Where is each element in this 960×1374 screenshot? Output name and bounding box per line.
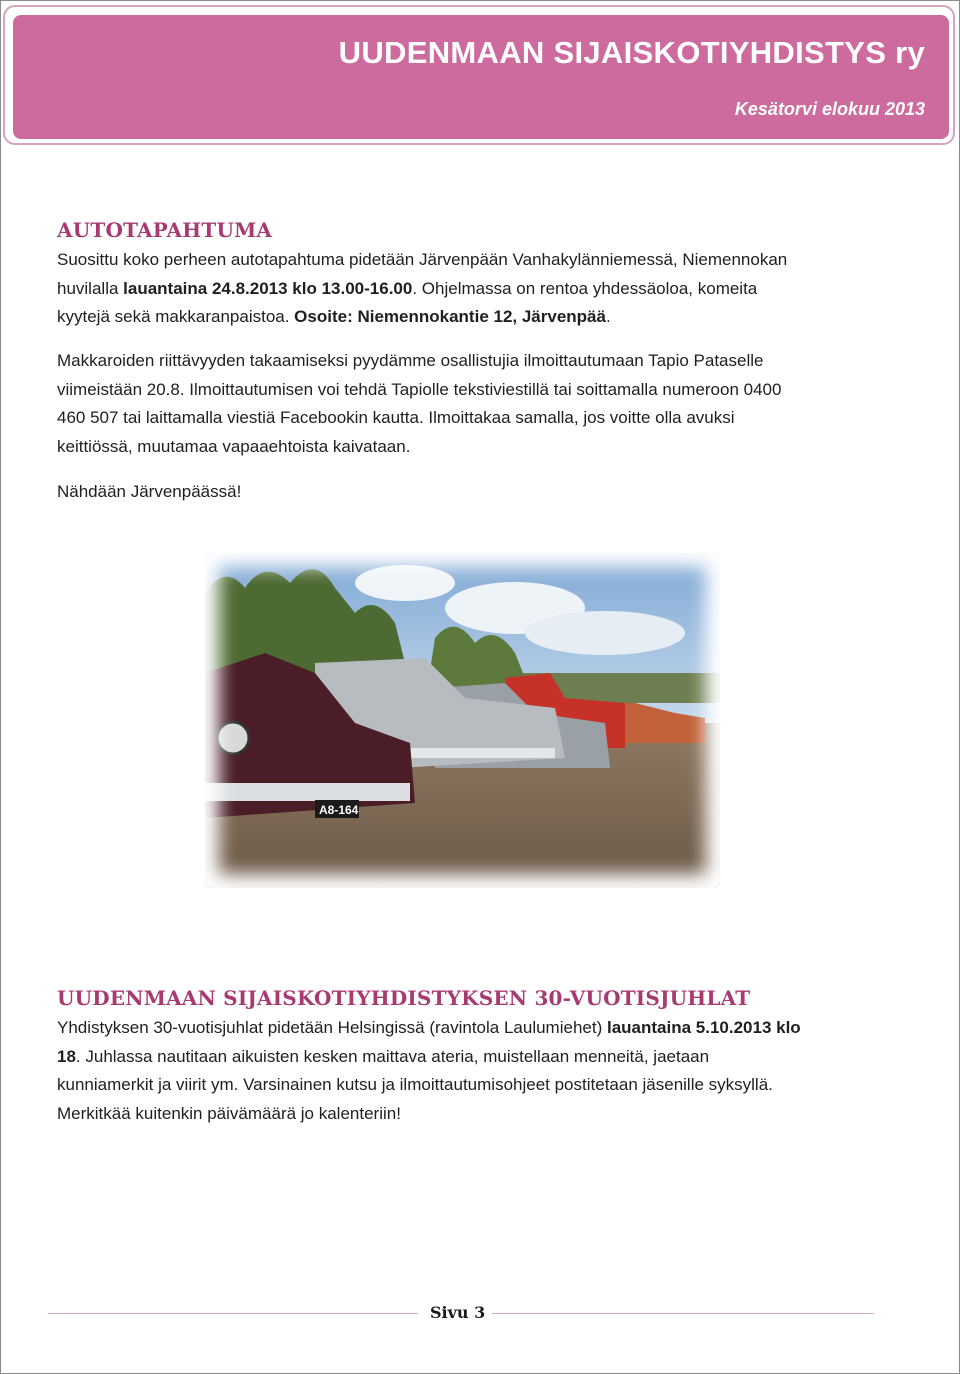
page-number: Sivu 3 [430, 1303, 486, 1322]
text-run: kyytejä sekä makkaranpaistoa. [57, 307, 295, 326]
header-banner-frame [3, 5, 955, 145]
license-plate-text: A8-164 [319, 803, 359, 817]
car-maroon-bumper [205, 783, 410, 801]
text-line: Makkaroiden riittävyyden takaamiseksi pyydämme osallistujia ilmoittautumaan Tapio Pataselle [57, 351, 764, 370]
car-show-illustration [205, 553, 720, 888]
text-run: Yhdistyksen 30-vuotisjuhlat pidetään Helsingissä (ravintola Laulumiehet) [57, 1018, 607, 1037]
text-run: huvilalla [57, 278, 124, 298]
text-line: keittiössä, muutamaa vapaaehtoista kaivataan. [57, 436, 411, 456]
closing-line: Nähdään Järvenpäässä! [57, 482, 242, 501]
issue-label: Kesätorvi elokuu 2013 [734, 99, 925, 119]
registration-paragraph [57, 347, 907, 461]
anniversary-date: lauantaina 5.10.2013 klo [606, 1018, 801, 1037]
text-line [57, 303, 907, 332]
text-line [57, 1014, 907, 1043]
text-line: kunniamerkit ja viirit ym. Varsinainen kutsu ja ilmoittautumisohjeet postitetaan jäsenille syksyllä. [57, 1075, 773, 1094]
text-line: Suosittu koko perheen autotapahtuma pidetään Järvenpään Vanhakylänniemessä, Niemennokan [57, 250, 788, 269]
text-run: . Juhlassa nautitaan aikuisten kesken maittava ateria, muistellaan menneitä, jaetaan [75, 1046, 710, 1066]
event-intro-paragraph [57, 246, 907, 332]
car-maroon-headlight [217, 722, 249, 754]
cloud [355, 565, 455, 601]
newsletter-title: UUDENMAAN SIJAISKOTIYHDISTYS ry [338, 35, 925, 70]
footer-rule-right [492, 1313, 874, 1314]
header-banner [13, 15, 949, 139]
text-line: viimeistään 20.8. Ilmoittautumisen voi tehdä Tapiolle tekstiviestillä tai soittamalla numeroon 0400 [57, 379, 782, 399]
text-line [57, 275, 907, 304]
anniversary-paragraph [57, 1014, 907, 1128]
section-heading-autotapahtuma: AUTOTAPAHTUMA [57, 218, 273, 242]
anniversary-time: 18 [57, 1046, 76, 1066]
text-run: . Ohjelmassa on rentoa yhdessäoloa, komeita [412, 278, 758, 298]
car-show-photo [205, 553, 720, 888]
footer-rule-left [48, 1313, 418, 1314]
section-heading-anniversary: UUDENMAAN SIJAISKOTIYHDISTYKSEN 30-VUOTISJUHLAT [57, 986, 751, 1010]
cloud [525, 611, 685, 655]
text-run: . [605, 307, 611, 326]
text-line: Merkitkää kuitenkin päivämäärä jo kalenteriin! [57, 1103, 401, 1123]
event-date: lauantaina 24.8.2013 klo 13.00-16.00 [123, 278, 413, 298]
text-line [57, 1043, 907, 1072]
text-line: 460 507 tai laittamalla viestiä Facebookin kautta. Ilmoittakaa samalla, jos voitte olla avuksi [57, 408, 735, 427]
event-address: Osoite: Niemennokantie 12, Järvenpää [294, 307, 606, 326]
